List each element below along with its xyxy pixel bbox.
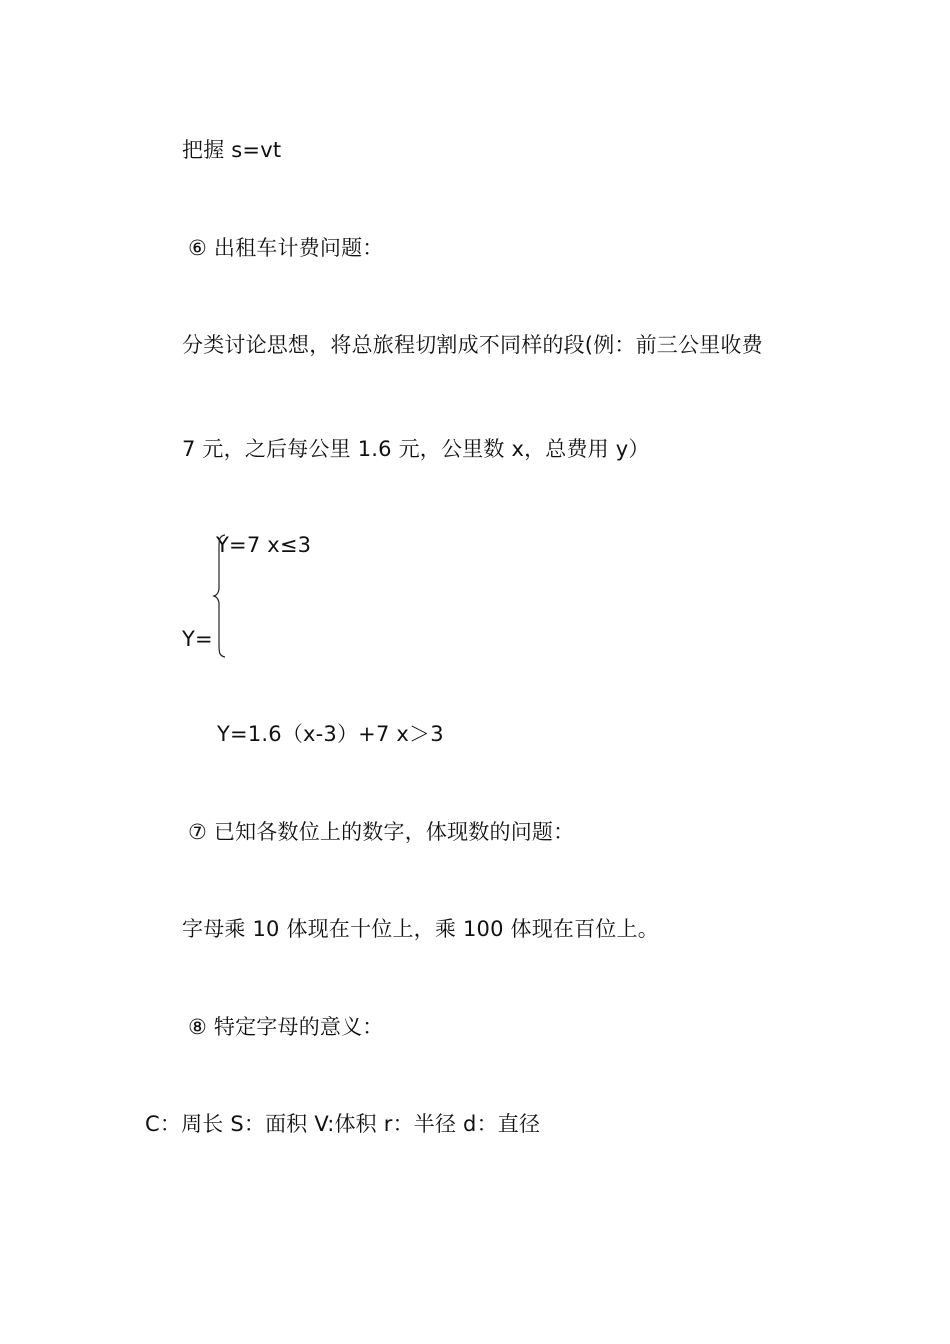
paragraph-taxi-explanation: 分类讨论思想，将总旅程切割成不同样的段(例：前三公里收费 xyxy=(182,333,763,357)
paragraph-letter-meanings: C：周长 S：面积 V:体积 r：半径 d：直径 xyxy=(145,1112,541,1136)
formula-distance: 把握 s=vt xyxy=(182,138,282,162)
heading-digit-values: ⑦ 已知各数位上的数字，体现数的问题： xyxy=(188,820,575,844)
piecewise-case-1: Y=7 x≤3 xyxy=(216,533,312,557)
paragraph-digit-values: 字母乘 10 体现在十位上，乘 100 体现在百位上。 xyxy=(182,917,659,941)
paragraph-taxi-explanation-cont: 7 元，之后每公里 1.6 元，公里数 x，总费用 y） xyxy=(182,437,650,461)
heading-letter-meanings: ⑧ 特定字母的意义： xyxy=(188,1015,384,1039)
piecewise-case-2: Y=1.6（x-3）+7 x＞3 xyxy=(217,722,444,746)
heading-taxi-fare: ⑥ 出租车计费问题： xyxy=(188,236,384,260)
piecewise-function-name: Y= xyxy=(182,627,213,651)
left-brace-icon xyxy=(212,534,228,658)
